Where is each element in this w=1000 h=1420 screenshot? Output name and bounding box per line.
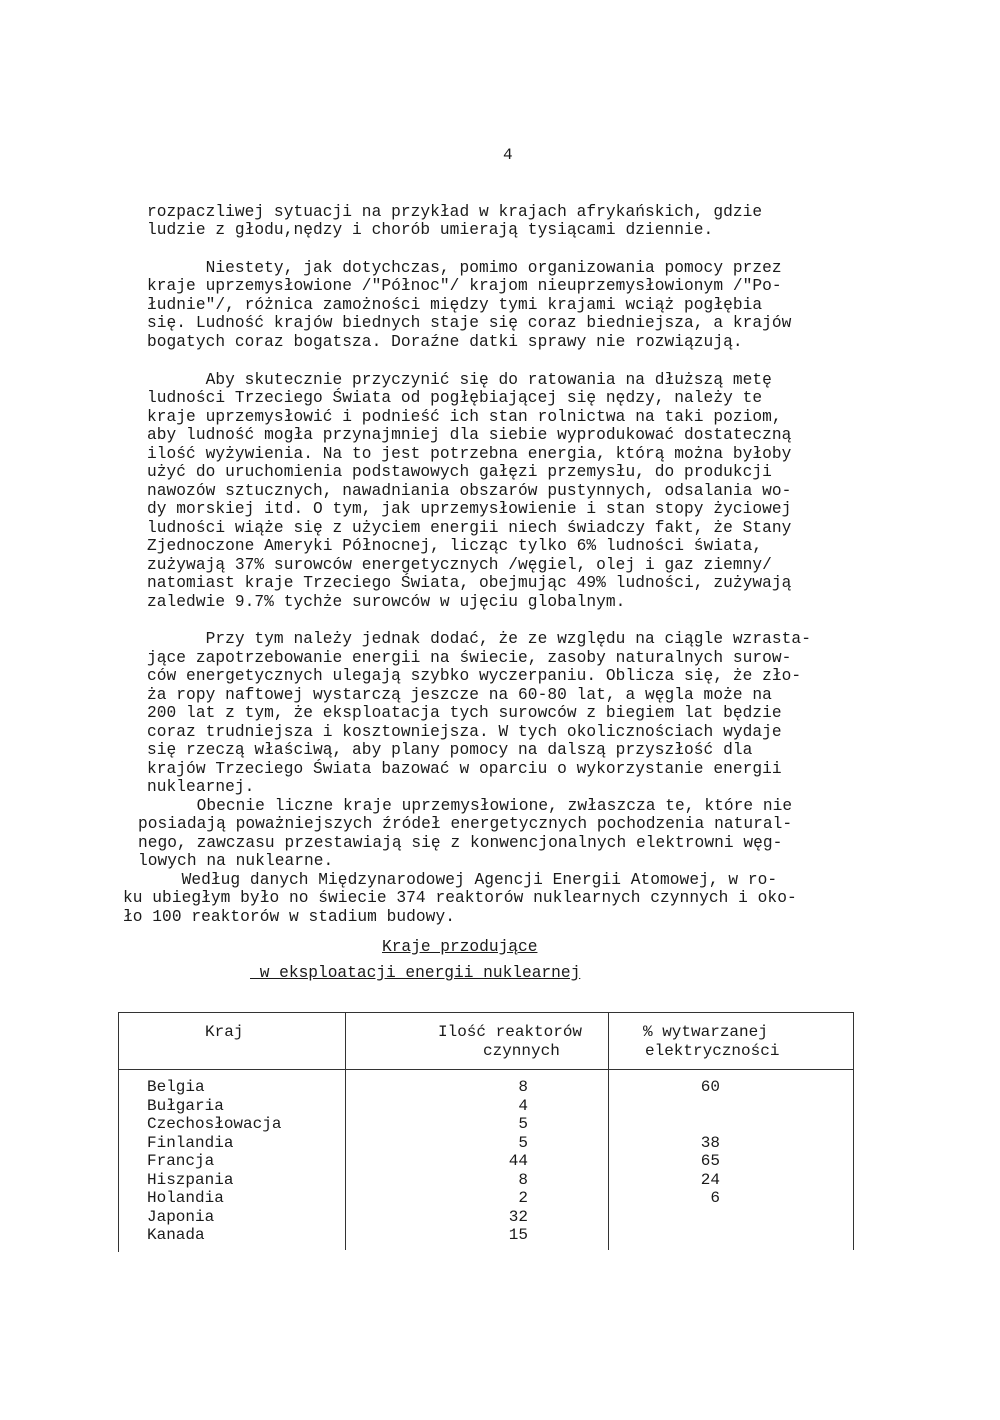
cell-reactors: 8 (518, 1171, 528, 1189)
cell-reactors: 32 (508, 1208, 528, 1226)
table-header-divider (118, 1069, 854, 1070)
cell-percent: 38 (700, 1134, 720, 1152)
cell-country: Holandia (147, 1189, 224, 1207)
text-line: aby ludność mogła przynajmniej dla siebie wyprodukować dostateczną (147, 426, 792, 444)
text-line: ludności Trzeciego Świata od pogłębiającej się nędzy, należy te (147, 389, 763, 407)
page-number: 4 (503, 146, 513, 164)
cell-country: Belgia (147, 1078, 205, 1096)
text-line: użyć do uruchomienia podstawowych gałęzi przemysłu, do produkcji (147, 463, 772, 481)
text-line: krajów Trzeciego Świata bazować w oparciu o wykorzystanie energii (147, 760, 782, 778)
table-caption-line-2: w eksploatacji energii nuklearnej (250, 964, 581, 982)
text-line: kraje uprzemysłowić i podnieść ich stan rolnictwa na taki poziom, (147, 408, 782, 426)
cell-reactors: 15 (508, 1226, 528, 1244)
text-line: dy morskiej itd. O tym, jak uprzemysłowienie i stan stopy życiowej (147, 500, 792, 518)
cell-reactors: 44 (508, 1152, 528, 1170)
cell-country: Japonia (147, 1208, 215, 1226)
header-reactors-line1: Ilość reaktorów (438, 1023, 583, 1041)
cell-country: Finlandia (147, 1134, 234, 1152)
text-line: ilość wyżywienia. Na to jest potrzebna energia, którą można byłoby (147, 445, 792, 463)
cell-country: Francja (147, 1152, 215, 1170)
text-line: Zjednoczone Ameryki Północnej, licząc tylko 6% ludności świata, (147, 537, 763, 555)
text-line: zużywają 37% surowców energetycznych /węgiel, olej i gaz ziemny/ (147, 556, 772, 574)
header-country: Kraj (205, 1023, 244, 1041)
text-line: jące zapotrzebowanie energii na świecie, zasoby naturalnych surow- (147, 649, 792, 667)
text-line: Aby skutecznie przyczynić się do ratowania na dłuższą metę (147, 371, 772, 389)
text-line: ku ubiegłym było no świecie 374 reaktorów nuklearnych czynnych i oko- (123, 889, 797, 907)
text-line: ło 100 reaktorów w stadium budowy. (123, 908, 455, 926)
cell-country: Czechosłowacja (147, 1115, 282, 1133)
text-line: bogatych coraz bogatsza. Doraźne datki sprawy nie rozwiązują. (147, 333, 743, 351)
cell-percent: 24 (700, 1171, 720, 1189)
header-percent-line1: % wytwarzanej (643, 1023, 768, 1041)
text-line: się rzeczą właściwą, aby plany pomocy na dalszą przyszłość dla (147, 741, 753, 759)
text-line: rozpaczliwej sytuacji na przykład w krajach afrykańskich, gdzie (147, 203, 763, 221)
cell-reactors: 8 (518, 1078, 528, 1096)
cell-country: Bułgaria (147, 1097, 224, 1115)
table-left-border (118, 1012, 119, 1252)
cell-country: Kanada (147, 1226, 205, 1244)
text-line: Przy tym należy jednak dodać, że ze względu na ciągle wzrasta- (147, 630, 811, 648)
cell-reactors: 5 (518, 1115, 528, 1133)
cell-percent: 65 (700, 1152, 720, 1170)
text-line: Obecnie liczne kraje uprzemysłowione, zwłaszcza te, które nie (138, 797, 793, 815)
text-line: coraz trudniejsza i kosztowniejsza. W tych okolicznościach wydaje (147, 723, 782, 741)
text-line: nego, zawczasu przestawiają się z konwencjonalnych elektrowni węg- (138, 834, 783, 852)
text-line: łudnie"/, różnica zamożności między tymi krajami wciąż pogłębia (147, 296, 763, 314)
header-percent-line2: elektryczności (645, 1042, 780, 1060)
cell-reactors: 4 (518, 1097, 528, 1115)
text-line: 200 lat z tym, że eksploatacja tych surowców z biegiem lat będzie (147, 704, 782, 722)
text-line: Według danych Międzynarodowej Agencji Energii Atomowej, w ro- (123, 871, 778, 889)
table-col-divider-2 (608, 1012, 609, 1250)
header-reactors-line2: czynnych (483, 1042, 560, 1060)
text-line: nawozów sztucznych, nawadniania obszarów pustynnych, odsalania wo- (147, 482, 792, 500)
cell-country: Hiszpania (147, 1171, 234, 1189)
table-col-divider-1 (345, 1012, 346, 1250)
table-right-border (853, 1012, 854, 1250)
text-line: ców energetycznych ulegają szybko wyczerpaniu. Oblicza się, że zło- (147, 667, 802, 685)
text-line: lowych na nuklearne. (138, 852, 334, 870)
cell-percent: 60 (700, 1078, 720, 1096)
text-line: natomiast kraje Trzeciego Świata, obejmując 49% ludności, zużywają (147, 574, 792, 592)
text-line: kraje uprzemysłowione /"Północ"/ krajom nieuprzemysłowionym /"Po- (147, 277, 782, 295)
cell-reactors: 2 (518, 1189, 528, 1207)
cell-reactors: 5 (518, 1134, 528, 1152)
text-line: posiadają poważniejszych źródeł energetycznych pochodzenia natural- (138, 815, 793, 833)
reactor-table (118, 1012, 854, 1250)
text-line: się. Ludność krajów biednych staje się coraz biedniejsza, a krajów (147, 314, 792, 332)
text-line: ża ropy naftowej wystarczą jeszcze na 60-80 lat, a węgla może na (147, 686, 772, 704)
table-top-border (118, 1012, 854, 1013)
text-line: zaledwie 9.7% tychże surowców w ujęciu globalnym. (147, 593, 626, 611)
text-line: ludzie z głodu,nędzy i chorób umierają tysiącami dziennie. (147, 221, 714, 239)
cell-percent: 6 (710, 1189, 720, 1207)
table-caption-line-1: Kraje przodujące (382, 938, 538, 956)
text-line: ludności wiąże się z użyciem energii niech świadczy fakt, że Stany (147, 519, 792, 537)
text-line: nuklearnej. (147, 778, 255, 796)
text-line: Niestety, jak dotychczas, pomimo organizowania pomocy przez (147, 259, 782, 277)
